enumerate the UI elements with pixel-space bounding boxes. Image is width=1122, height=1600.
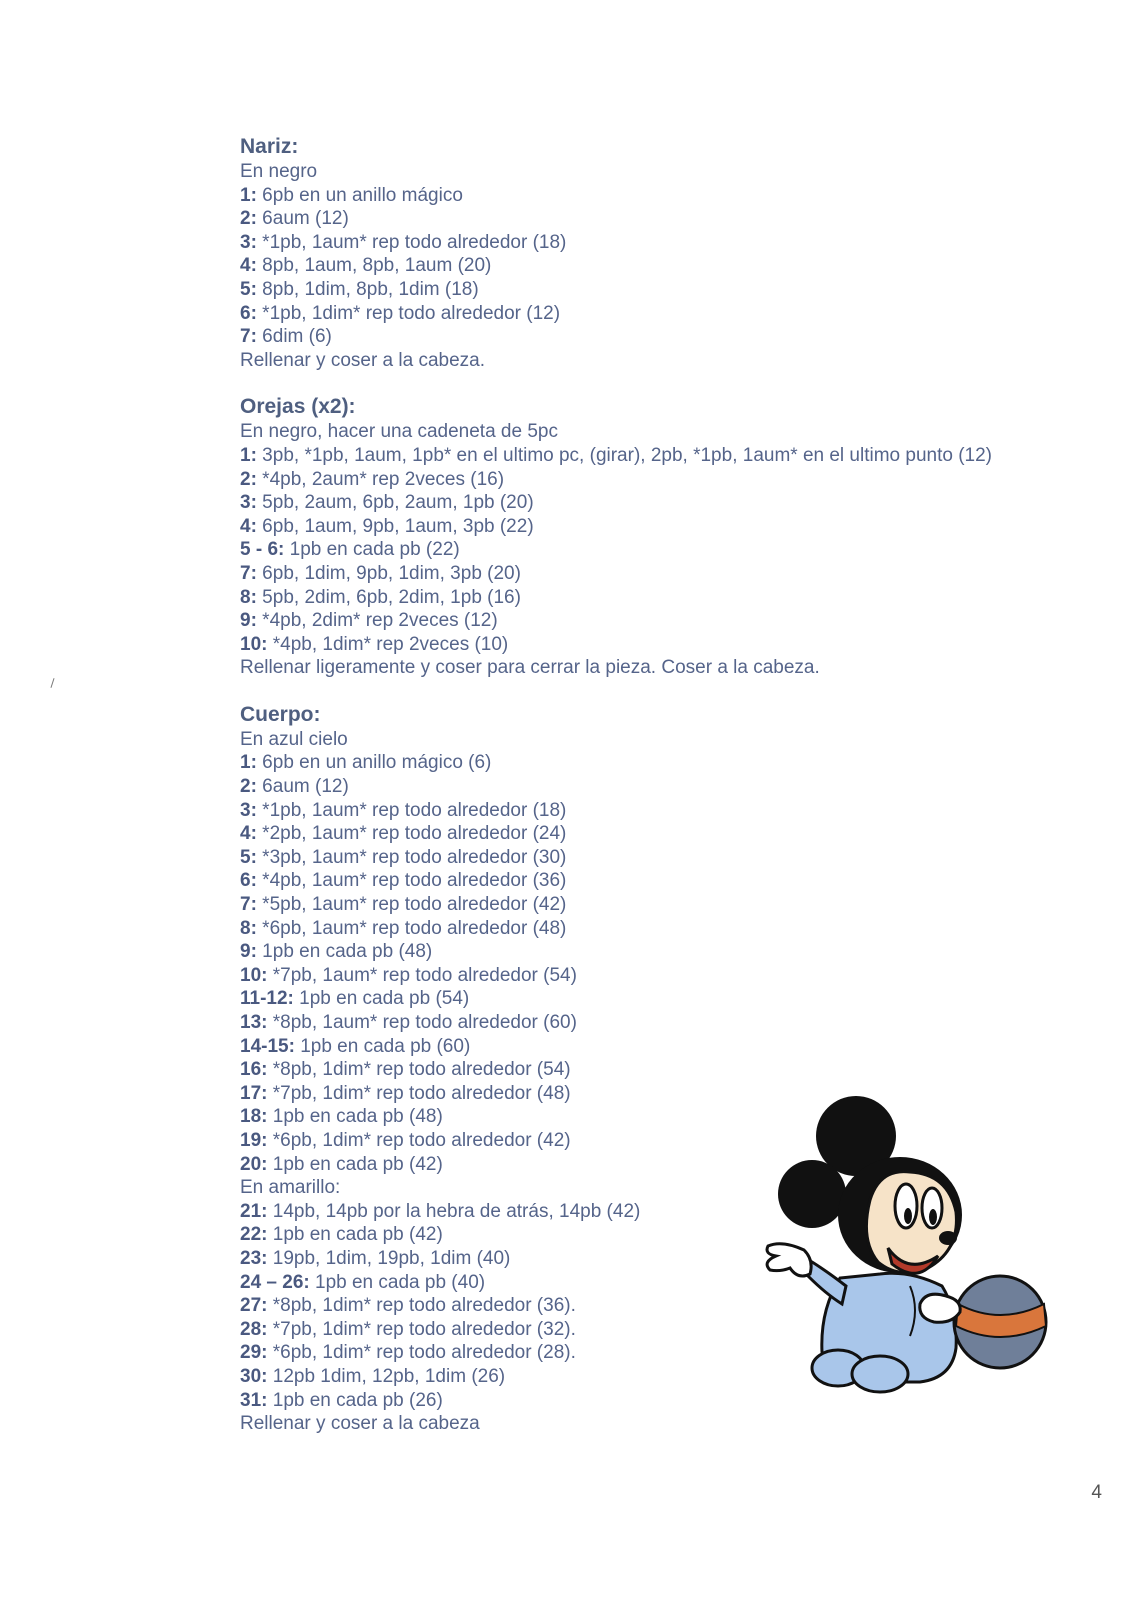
row-number: 31:	[240, 1389, 268, 1411]
row-number: 3:	[240, 799, 257, 821]
row-instruction: *6pb, 1aum* rep todo alrededor (48)	[256, 917, 567, 939]
row-instruction: 6pb en un anillo mágico (6)	[256, 752, 492, 774]
pattern-row	[240, 751, 1080, 775]
row-instruction: 6pb, 1dim, 9pb, 1dim, 3pb (20)	[256, 562, 521, 584]
pattern-row	[240, 869, 1080, 893]
section-closing: Rellenar y coser a la cabeza	[240, 1413, 480, 1435]
row-number: 9:	[240, 610, 257, 632]
pattern-row	[240, 987, 1080, 1011]
section-closing: Rellenar y coser a la cabeza.	[240, 349, 486, 371]
row-number: 28:	[240, 1318, 268, 1340]
mickey-pupil-left	[904, 1208, 912, 1224]
pattern-row	[240, 562, 1080, 586]
pattern-row	[240, 325, 1080, 349]
row-number: 14-15:	[240, 1035, 295, 1057]
row-instruction: *8pb, 1dim* rep todo alrededor (36).	[267, 1295, 576, 1317]
pattern-row	[240, 468, 1080, 492]
row-number: 7:	[240, 894, 257, 916]
pattern-row	[240, 917, 1080, 941]
row-number: 23:	[240, 1247, 268, 1269]
row-instruction: *1pb, 1dim* rep todo alrededor (12)	[256, 302, 561, 324]
row-number: 6:	[240, 870, 257, 892]
row-instruction: 6pb, 1aum, 9pb, 1aum, 3pb (22)	[256, 515, 534, 537]
mickey-pupil-right	[929, 1209, 937, 1225]
pattern-row	[240, 846, 1080, 870]
row-number: 7:	[240, 562, 257, 584]
row-instruction: 6aum (12)	[256, 776, 349, 798]
row-number: 1:	[240, 752, 257, 774]
row-number: 2:	[240, 208, 257, 230]
pattern-row	[240, 515, 1080, 539]
row-instruction: 1pb en cada pb (42)	[267, 1224, 443, 1246]
row-number: 8:	[240, 917, 257, 939]
row-instruction: 19pb, 1dim, 19pb, 1dim (40)	[267, 1247, 511, 1269]
row-number: 1:	[240, 184, 257, 206]
mickey-glove-right	[920, 1294, 960, 1322]
row-instruction: 1pb en cada pb (48)	[256, 941, 433, 963]
section-intro-yellow: En amarillo:	[240, 1177, 341, 1199]
mickey-nose	[939, 1231, 957, 1245]
row-instruction: *7pb, 1dim* rep todo alrededor (48)	[267, 1082, 571, 1104]
pattern-row	[240, 633, 1080, 657]
row-instruction: *1pb, 1aum* rep todo alrededor (18)	[256, 799, 567, 821]
row-number: 5 - 6:	[240, 539, 285, 561]
row-instruction: 1pb en cada pb (22)	[284, 539, 460, 561]
row-number: 24 – 26:	[240, 1271, 310, 1293]
pattern-row	[240, 538, 1080, 562]
row-number: 7:	[240, 326, 257, 348]
row-instruction: 5pb, 2dim, 6pb, 2dim, 1pb (16)	[256, 586, 521, 608]
row-instruction: 1pb en cada pb (26)	[267, 1389, 443, 1411]
row-instruction: *8pb, 1dim* rep todo alrededor (54)	[267, 1059, 571, 1081]
row-number: 10:	[240, 964, 268, 986]
row-number: 3:	[240, 492, 257, 514]
row-number: 13:	[240, 1012, 268, 1033]
section-intro: En negro	[240, 161, 318, 182]
row-instruction: 1pb en cada pb (54)	[293, 988, 470, 1010]
section-intro: En negro, hacer una cadeneta de 5pc	[240, 421, 558, 443]
row-instruction: 8pb, 1dim, 8pb, 1dim (18)	[256, 278, 479, 300]
row-number: 17:	[240, 1082, 268, 1104]
row-number: 5:	[240, 278, 257, 300]
pattern-row	[240, 491, 1080, 515]
row-number: 29:	[240, 1342, 268, 1364]
row-instruction: *4pb, 2dim* rep 2veces (12)	[256, 610, 498, 632]
row-number: 1:	[240, 444, 257, 466]
pattern-row	[240, 444, 1080, 468]
section-closing: Rellenar ligeramente y coser para cerrar la pieza. Coser a la cabeza.	[240, 657, 820, 679]
row-instruction: *7pb, 1dim* rep todo alrededor (32).	[267, 1318, 576, 1340]
pattern-row	[240, 1058, 1080, 1082]
page-number: 4	[1091, 1482, 1102, 1503]
mickey-ear-right	[778, 1160, 846, 1228]
row-number: 27:	[240, 1295, 268, 1317]
row-number: 10:	[240, 633, 268, 655]
pattern-row	[240, 893, 1080, 917]
row-instruction: 8pb, 1aum, 8pb, 1aum (20)	[256, 255, 492, 277]
row-instruction: *2pb, 1aum* rep todo alrededor (24)	[256, 823, 567, 845]
row-number: 9:	[240, 941, 257, 963]
row-instruction: 3pb, *1pb, 1aum, 1pb* en el ultimo pc, (girar), 2pb, *1pb, 1aum* en el ultimo punto (12)	[256, 444, 993, 466]
pattern-row	[240, 799, 1080, 823]
row-instruction: *3pb, 1aum* rep todo alrededor (30)	[256, 846, 567, 868]
row-number: 8:	[240, 586, 257, 608]
row-instruction: 6dim (6)	[256, 326, 332, 348]
pattern-row	[240, 586, 1080, 610]
pattern-row	[240, 207, 1080, 231]
section-orejas	[240, 394, 1080, 680]
row-instruction: *4pb, 2aum* rep 2veces (16)	[256, 468, 505, 490]
pattern-row	[240, 822, 1080, 846]
row-number: 3:	[240, 231, 257, 253]
row-instruction: 1pb en cada pb (60)	[294, 1035, 471, 1057]
pattern-row	[240, 940, 1080, 964]
section-title: Nariz:	[240, 135, 299, 158]
pattern-row	[240, 964, 1080, 988]
row-number: 5:	[240, 846, 257, 868]
mickey-glove-left	[767, 1244, 811, 1276]
stray-pen-mark	[50, 678, 54, 688]
mickey-leg-right	[852, 1356, 908, 1392]
row-number: 21:	[240, 1200, 268, 1222]
row-instruction: *5pb, 1aum* rep todo alrededor (42)	[256, 894, 567, 916]
row-number: 2:	[240, 468, 257, 490]
pattern-row	[240, 775, 1080, 799]
row-instruction: *4pb, 1aum* rep todo alrededor (36)	[256, 870, 567, 892]
pattern-row	[240, 278, 1080, 302]
row-instruction: 5pb, 2aum, 6pb, 2aum, 1pb (20)	[256, 492, 534, 514]
row-number: 16:	[240, 1059, 268, 1081]
section-nariz	[240, 134, 1080, 372]
row-number: 2:	[240, 776, 257, 798]
rows-orejas	[240, 444, 1080, 656]
row-number: 11-12:	[240, 988, 294, 1010]
row-number: 20:	[240, 1153, 268, 1175]
row-number: 30:	[240, 1365, 268, 1387]
row-instruction: *7pb, 1aum* rep todo alrededor (54)	[267, 964, 577, 986]
section-title: Orejas (x2):	[240, 395, 356, 419]
row-instruction: *6pb, 1dim* rep todo alrededor (28).	[267, 1342, 576, 1364]
baby-mickey-illustration	[760, 1090, 1060, 1400]
row-instruction: 6pb en un anillo mágico	[256, 184, 463, 206]
rows-nariz	[240, 184, 1080, 349]
pattern-row	[240, 231, 1080, 255]
row-number: 18:	[240, 1106, 268, 1128]
row-number: 6:	[240, 302, 257, 324]
pattern-row	[240, 184, 1080, 208]
row-instruction: 1pb en cada pb (48)	[267, 1106, 443, 1128]
row-instruction: *1pb, 1aum* rep todo alrededor (18)	[256, 231, 567, 253]
row-instruction: *6pb, 1dim* rep todo alrededor (42)	[267, 1129, 571, 1151]
row-instruction: 12pb 1dim, 12pb, 1dim (26)	[267, 1365, 506, 1387]
pattern-row	[240, 1035, 1080, 1059]
pattern-row	[240, 302, 1080, 326]
row-instruction: *4pb, 1dim* rep 2veces (10)	[267, 633, 509, 655]
section-intro: En azul cielo	[240, 728, 348, 750]
row-instruction: 6aum (12)	[256, 208, 349, 230]
row-number: 19:	[240, 1129, 268, 1151]
row-number: 4:	[240, 823, 257, 845]
row-instruction: 14pb, 14pb por la hebra de atrás, 14pb (42)	[267, 1200, 641, 1222]
row-instruction: 1pb en cada pb (42)	[267, 1153, 443, 1175]
section-title: Cuerpo:	[240, 702, 321, 726]
row-number: 4:	[240, 255, 257, 277]
row-number: 22:	[240, 1224, 268, 1246]
row-number: 4:	[240, 515, 257, 537]
row-instruction: *8pb, 1aum* rep todo alrededor (60)	[267, 1012, 577, 1033]
row-instruction: 1pb en cada pb (40)	[309, 1271, 486, 1293]
pattern-row	[240, 254, 1080, 278]
pattern-row	[240, 609, 1080, 633]
pattern-row	[240, 1011, 1080, 1035]
